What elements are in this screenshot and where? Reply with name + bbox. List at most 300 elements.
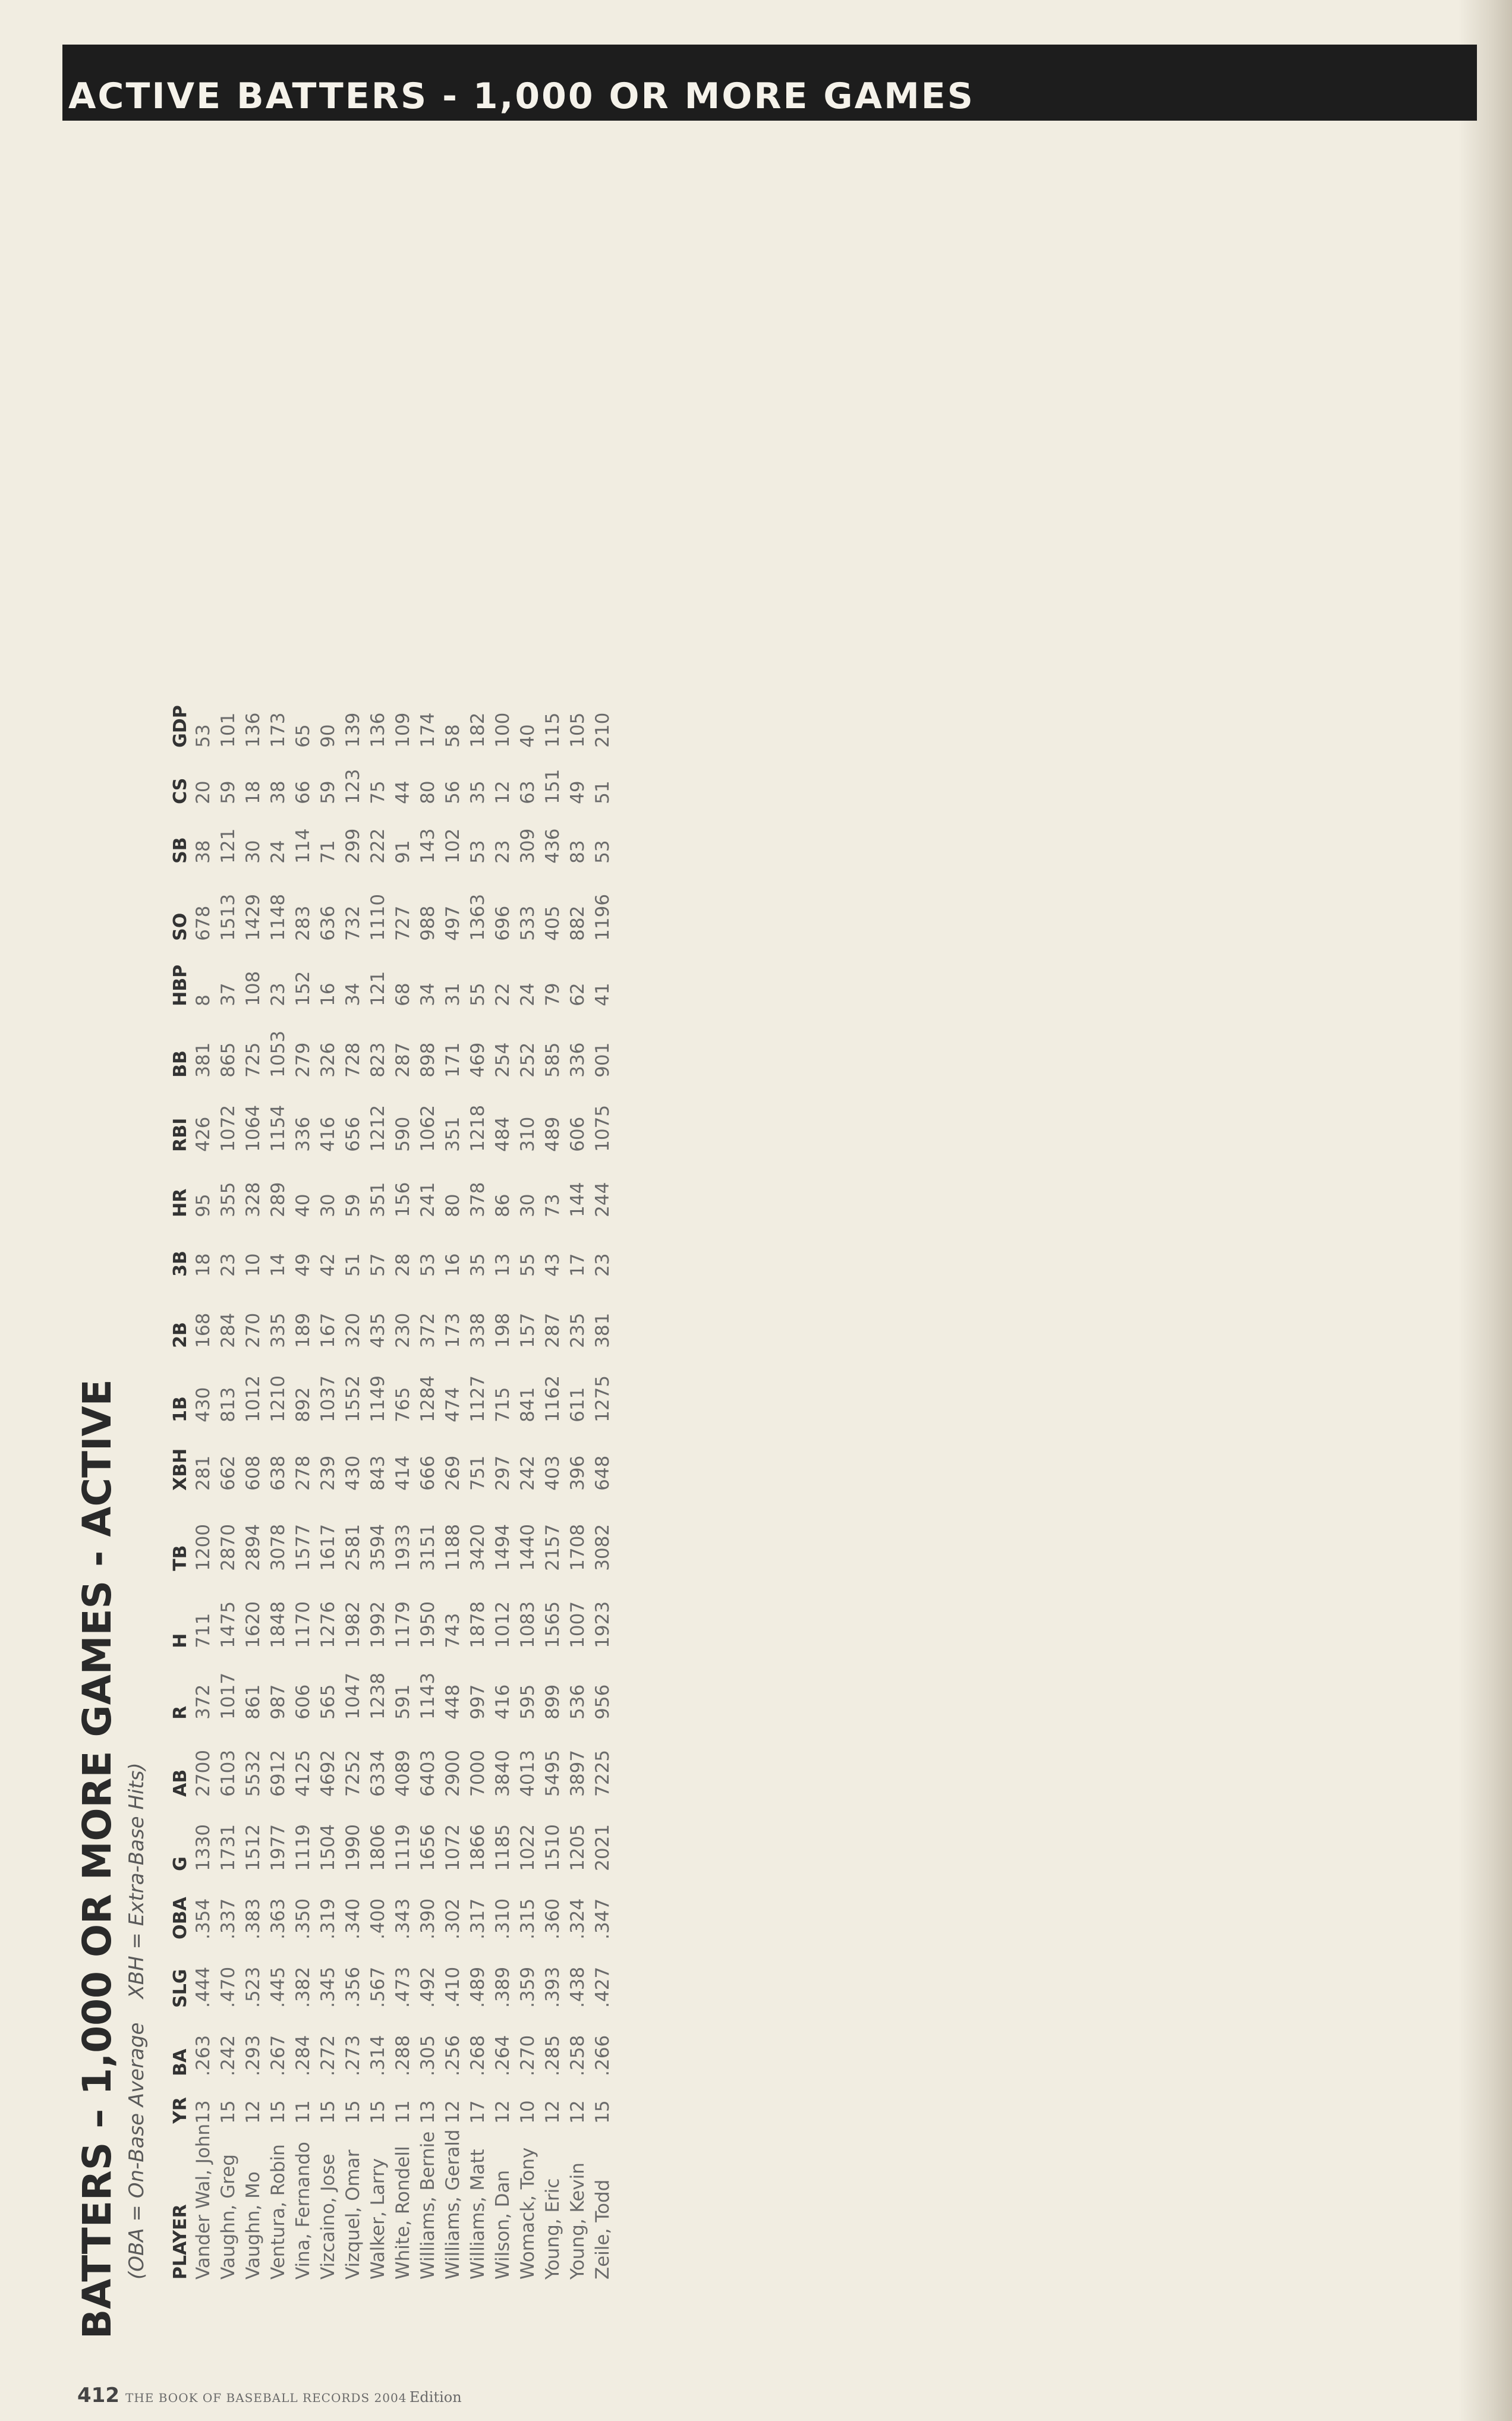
page-footer [77,2384,462,2407]
column-header: 1B [170,1396,191,1422]
stat-cell: 865 [218,1042,239,1078]
stat-cell: 320 [342,1312,364,1348]
stat-cell: 533 [517,905,538,941]
stat-cell: 10 [517,2100,538,2124]
stat-cell: 469 [467,1042,489,1078]
page-number: 412 [77,2384,119,2407]
stat-cell: 3594 [367,1523,389,1571]
table-row [490,688,515,2280]
stat-cell: 242 [517,1455,538,1491]
stat-cell: 173 [442,1312,464,1348]
stat-cell: 49 [292,1253,314,1277]
stat-cell: 715 [492,1387,514,1422]
stat-cell: 235 [567,1312,588,1348]
stat-cell: .284 [292,2035,314,2076]
stat-cell: 34 [342,983,364,1006]
stat-cell: 565 [317,1684,339,1720]
stat-cell: 37 [218,983,239,1006]
stat-cell: 95 [193,1194,214,1217]
stat-cell: 68 [392,983,414,1006]
stat-cell: 1990 [342,1824,364,1871]
stat-cell: 252 [517,1042,538,1078]
batting-stats-table [163,688,615,2280]
stat-cell: 1848 [267,1601,289,1648]
stat-cell: .267 [267,2035,289,2076]
column-header: OBA [170,1897,191,1940]
stat-cell: 1012 [492,1601,514,1648]
stat-cell: 1119 [392,1824,414,1871]
stat-cell: 139 [342,712,364,748]
stat-cell: 1923 [592,1601,613,1648]
table-row [291,688,316,2280]
stat-cell: 328 [242,1182,264,1217]
column-header: BA [170,2048,191,2076]
column-header: SO [170,912,191,941]
stat-cell: 1154 [267,1104,289,1152]
stat-cell: 416 [492,1684,514,1720]
stat-cell: .256 [442,2035,464,2076]
stat-cell: 5495 [542,1749,563,1797]
stat-cell: 210 [592,712,613,748]
stat-cell: 1475 [218,1601,239,1648]
stat-cell: 23 [592,1253,613,1277]
stat-cell: 7252 [342,1749,364,1797]
stat-cell: 1179 [392,1601,414,1648]
stat-cell: 1510 [542,1824,563,1871]
stat-cell: 1075 [592,1104,613,1152]
stat-cell: 16 [442,1253,464,1277]
stat-cell: .360 [542,1898,563,1940]
stat-cell: 987 [267,1684,289,1720]
stat-cell: 30 [517,1194,538,1217]
book-title: THE BOOK OF BASEBALL RECORDS 2004 [125,2391,407,2405]
stat-cell: 2581 [342,1523,364,1571]
stat-cell: 51 [592,780,613,804]
stat-cell: 1806 [367,1824,389,1871]
stat-cell: 372 [193,1684,214,1720]
stat-cell: 167 [317,1312,339,1348]
stat-cell: 12 [492,780,514,804]
stat-cell: 892 [292,1387,314,1422]
stat-cell: 595 [517,1684,538,1720]
stat-cell: 1200 [193,1523,214,1571]
stat-cell: 53 [467,840,489,864]
stat-cell: 283 [292,905,314,941]
stat-cell: 430 [342,1455,364,1491]
stat-cell: 12 [442,2100,464,2124]
stat-cell: 3078 [267,1523,289,1571]
stat-cell: 42 [317,1253,339,1277]
column-header: G [170,1856,191,1871]
stat-cell: 241 [417,1182,439,1217]
player-name-cell: Williams, Bernie [417,2131,439,2280]
stat-cell: 15 [267,2100,289,2124]
stat-cell: 278 [292,1455,314,1491]
column-header: 2B [170,1322,191,1348]
stat-cell: 1170 [292,1601,314,1648]
stat-cell: 765 [392,1387,414,1422]
stat-cell: .343 [392,1898,414,1940]
player-name-cell: Vizcaino, Jose [317,2154,339,2280]
stat-cell: 11 [292,2100,314,2124]
stat-cell: 1656 [417,1824,439,1871]
stat-cell: 656 [342,1116,364,1152]
stat-cell: 351 [367,1182,389,1217]
stat-cell: 3082 [592,1523,613,1571]
stat-cell: .359 [517,1966,538,2008]
stat-cell: 40 [292,1194,314,1217]
stat-cell: 123 [342,769,364,804]
column-header: BB [170,1050,191,1078]
stat-cell: 80 [442,1194,464,1217]
stat-cell: 1275 [592,1375,613,1422]
table-row [565,688,590,2280]
stat-cell: 182 [467,712,489,748]
stat-cell: .492 [417,1966,439,2008]
stat-cell: .264 [492,2035,514,2076]
player-name-cell: Vizquel, Omar [342,2149,364,2280]
stat-cell: 59 [317,780,339,804]
stat-cell: 1007 [567,1601,588,1648]
stat-cell: .268 [467,2035,489,2076]
stat-cell: 591 [392,1684,414,1720]
stat-cell: .302 [442,1898,464,1940]
stat-cell: 1429 [242,893,264,941]
table-row [540,688,565,2280]
stat-cell: 13 [193,2100,214,2124]
stat-cell: 53 [193,724,214,748]
stat-cell: 2700 [193,1749,214,1797]
stat-cell: 18 [193,1253,214,1277]
stat-cell: 53 [417,1253,439,1277]
stat-cell: 606 [292,1684,314,1720]
table-row [191,688,216,2280]
stat-cell: .263 [193,2035,214,2076]
stat-cell: 1047 [342,1672,364,1720]
stat-cell: 1149 [367,1375,389,1422]
stat-cell: 381 [592,1312,613,1348]
stat-cell: 53 [592,840,613,864]
column-header: 3B [170,1251,191,1277]
stat-cell: 30 [317,1194,339,1217]
stat-cell: .567 [367,1966,389,2008]
stat-cell: 17 [467,2100,489,2124]
stat-cell: 35 [467,780,489,804]
stat-cell: 174 [417,712,439,748]
stat-cell: 41 [592,983,613,1006]
stat-cell: 711 [193,1613,214,1648]
stat-cell: 1977 [267,1824,289,1871]
stat-cell: 34 [417,983,439,1006]
stat-cell: 1565 [542,1601,563,1648]
stat-cell: 1494 [492,1523,514,1571]
stat-cell: 20 [193,780,214,804]
stat-cell: 474 [442,1387,464,1422]
stat-cell: 38 [267,780,289,804]
stat-cell: 1148 [267,893,289,941]
table-row [415,688,440,2280]
stat-cell: 101 [218,712,239,748]
stat-cell: 335 [267,1312,289,1348]
stat-cell: 56 [442,780,464,804]
stat-cell: .310 [492,1898,514,1940]
stat-cell: 1162 [542,1375,563,1422]
stat-cell: 115 [542,712,563,748]
stat-cell: .445 [267,1966,289,2008]
stat-cell: 497 [442,905,464,941]
stat-cell: 86 [492,1194,514,1217]
stat-cell: 12 [567,2100,588,2124]
stat-cell: 270 [242,1312,264,1348]
stat-cell: 727 [392,905,414,941]
stat-cell: 426 [193,1116,214,1152]
column-header: CS [170,777,191,804]
stat-cell: .266 [592,2035,613,2076]
player-name-cell: Ventura, Robin [267,2144,289,2280]
stat-cell: 608 [242,1455,264,1491]
column-header: RBI [170,1117,191,1152]
stat-cell: 31 [442,983,464,1006]
stat-cell: .356 [342,1966,364,2008]
rotated-table-block [65,140,749,2339]
stat-cell: 7225 [592,1749,613,1797]
player-name-cell: Womack, Tony [517,2147,538,2280]
stat-cell: 901 [592,1042,613,1078]
stat-cell: 489 [542,1116,563,1152]
table-row [316,688,341,2280]
stat-cell: .444 [193,1966,214,2008]
stat-cell: 171 [442,1042,464,1078]
stat-cell: 1992 [367,1601,389,1648]
column-header: SB [170,837,191,864]
stat-cell: 678 [193,905,214,941]
stat-cell: 585 [542,1042,563,1078]
stat-cell: 55 [467,983,489,1006]
stat-cell: 956 [592,1684,613,1720]
stat-cell: 143 [417,828,439,864]
stat-cell: 1110 [367,893,389,941]
stat-cell: 1504 [317,1824,339,1871]
stat-cell: 3840 [492,1749,514,1797]
section-banner: ACTIVE BATTERS - 1,000 OR MORE GAMES [62,45,1477,121]
stat-cell: 882 [567,905,588,941]
stat-cell: 1017 [218,1672,239,1720]
stat-cell: 152 [292,971,314,1006]
stat-cell: 114 [292,828,314,864]
stat-cell: 13 [417,2100,439,2124]
stat-cell: .438 [567,1966,588,2008]
stat-cell: 1210 [267,1375,289,1422]
stat-cell: 2021 [592,1824,613,1871]
stat-cell: 4125 [292,1749,314,1797]
stat-cell: 861 [242,1684,264,1720]
stat-cell: 102 [442,828,464,864]
stat-cell: 1866 [467,1824,489,1871]
stat-cell: .305 [417,2035,439,2076]
edition-label: Edition [409,2389,462,2406]
stat-cell: 80 [417,780,439,804]
stat-cell: 728 [342,1042,364,1078]
stat-cell: 157 [517,1312,538,1348]
stat-cell: .470 [218,1966,239,2008]
stat-cell: 898 [417,1042,439,1078]
stat-cell: 2900 [442,1749,464,1797]
stat-cell: 55 [517,1253,538,1277]
stat-cell: 1212 [367,1104,389,1152]
stat-cell: 1577 [292,1523,314,1571]
table-row [440,688,465,2280]
stat-cell: 430 [193,1387,214,1422]
stat-cell: 1188 [442,1523,464,1571]
stat-cell: 355 [218,1182,239,1217]
stat-cell: 59 [342,1194,364,1217]
stat-cell: 222 [367,828,389,864]
stat-cell: 230 [392,1312,414,1348]
stat-cell: 15 [342,2100,364,2124]
stat-cell: 90 [317,724,339,748]
stat-cell: 13 [492,1253,514,1277]
stat-cell: 1037 [317,1375,339,1422]
stat-cell: 448 [442,1684,464,1720]
player-name-cell: Walker, Larry [367,2158,389,2280]
stat-cell: 79 [542,983,563,1006]
stat-cell: 590 [392,1116,414,1152]
stat-cell: 239 [317,1455,339,1491]
stat-cell: 3420 [467,1523,489,1571]
stat-cell: 611 [567,1387,588,1422]
stat-cell: 1933 [392,1523,414,1571]
stat-cell: 108 [242,971,264,1006]
stat-cell: 725 [242,1042,264,1078]
stat-cell: 1276 [317,1601,339,1648]
stat-cell: 279 [292,1042,314,1078]
stat-cell: 1731 [218,1824,239,1871]
stat-cell: 396 [567,1455,588,1491]
stat-cell: .324 [567,1898,588,1940]
stat-cell: .273 [342,2035,364,2076]
stat-cell: 899 [542,1684,563,1720]
stat-cell: 173 [267,712,289,748]
stat-cell: 638 [267,1455,289,1491]
stat-cell: 71 [317,840,339,864]
stat-cell: 1982 [342,1601,364,1648]
player-name-cell: Wilson, Dan [492,2170,514,2280]
stat-cell: 1083 [517,1601,538,1648]
stat-cell: 1708 [567,1523,588,1571]
stat-cell: 6334 [367,1749,389,1797]
stat-cell: 381 [193,1042,214,1078]
stat-cell: 1620 [242,1601,264,1648]
stat-cell: 281 [193,1455,214,1491]
stat-cell: .272 [317,2035,339,2076]
stat-cell: 65 [292,724,314,748]
stat-cell: 43 [542,1253,563,1277]
stat-cell: 1284 [417,1375,439,1422]
stat-cell: 2870 [218,1523,239,1571]
stat-cell: 338 [467,1312,489,1348]
stat-cell: 484 [492,1116,514,1152]
player-name-cell: Zeile, Todd [592,2179,613,2280]
stat-cell: 1238 [367,1672,389,1720]
table-row [366,688,390,2280]
stat-cell: 299 [342,828,364,864]
stat-cell: 109 [392,712,414,748]
stat-cell: 198 [492,1312,514,1348]
stat-cell: 30 [242,840,264,864]
stat-cell: 1363 [467,893,489,941]
stat-cell: .390 [417,1898,439,1940]
stat-cell: 17 [567,1253,588,1277]
stat-cell: .258 [567,2035,588,2076]
subtitle-oba: (OBA = On-Base Average [125,2022,149,2280]
stat-cell: 49 [567,780,588,804]
stat-cell: .410 [442,1966,464,2008]
stat-cell: 696 [492,905,514,941]
stat-cell: 1330 [193,1824,214,1871]
stat-cell: 144 [567,1182,588,1217]
stat-cell: 1512 [242,1824,264,1871]
stat-cell: 62 [567,983,588,1006]
table-row [515,688,540,2280]
stat-cell: .314 [367,2035,389,2076]
stat-cell: 28 [392,1253,414,1277]
stat-cell: .337 [218,1898,239,1940]
table-body [191,688,615,2280]
stat-cell: 189 [292,1312,314,1348]
column-header: GDP [170,705,191,748]
table-row [390,688,415,2280]
stat-cell: 3897 [567,1749,588,1797]
stat-cell: .389 [492,1966,514,2008]
stat-cell: 156 [392,1182,414,1217]
stat-cell: 1062 [417,1104,439,1152]
column-header: TB [170,1545,191,1571]
stat-cell: 336 [292,1116,314,1152]
stat-cell: 24 [267,840,289,864]
stat-cell: .523 [242,1966,264,2008]
table-row [241,688,266,2280]
stat-cell: 66 [292,780,314,804]
stat-cell: .382 [292,1966,314,2008]
player-name-cell: Young, Kevin [567,2162,588,2280]
stat-cell: 73 [542,1194,563,1217]
player-name-cell: Vaughn, Greg [218,2154,239,2280]
stat-cell: 309 [517,828,538,864]
stat-cell: 1072 [218,1104,239,1152]
stat-cell: 289 [267,1182,289,1217]
stat-cell: 6103 [218,1749,239,1797]
column-header: H [170,1633,191,1648]
stat-cell: 91 [392,840,414,864]
stat-cell: 244 [592,1182,613,1217]
stat-cell: 136 [242,712,264,748]
stat-cell: 1064 [242,1104,264,1152]
stat-cell: 1878 [467,1601,489,1648]
stat-cell: .288 [392,2035,414,2076]
stat-cell: 732 [342,905,364,941]
stat-cell: 4089 [392,1749,414,1797]
stat-cell: 59 [218,780,239,804]
stat-cell: 23 [267,983,289,1006]
column-header: HR [170,1188,191,1217]
stat-cell: 24 [517,983,538,1006]
stat-cell: .400 [367,1898,389,1940]
column-header: YR [170,2096,191,2124]
player-name-cell: Vaughn, Mo [242,2171,264,2280]
stat-cell: 751 [467,1455,489,1491]
stat-cell: 436 [542,828,563,864]
stat-cell: .350 [292,1898,314,1940]
